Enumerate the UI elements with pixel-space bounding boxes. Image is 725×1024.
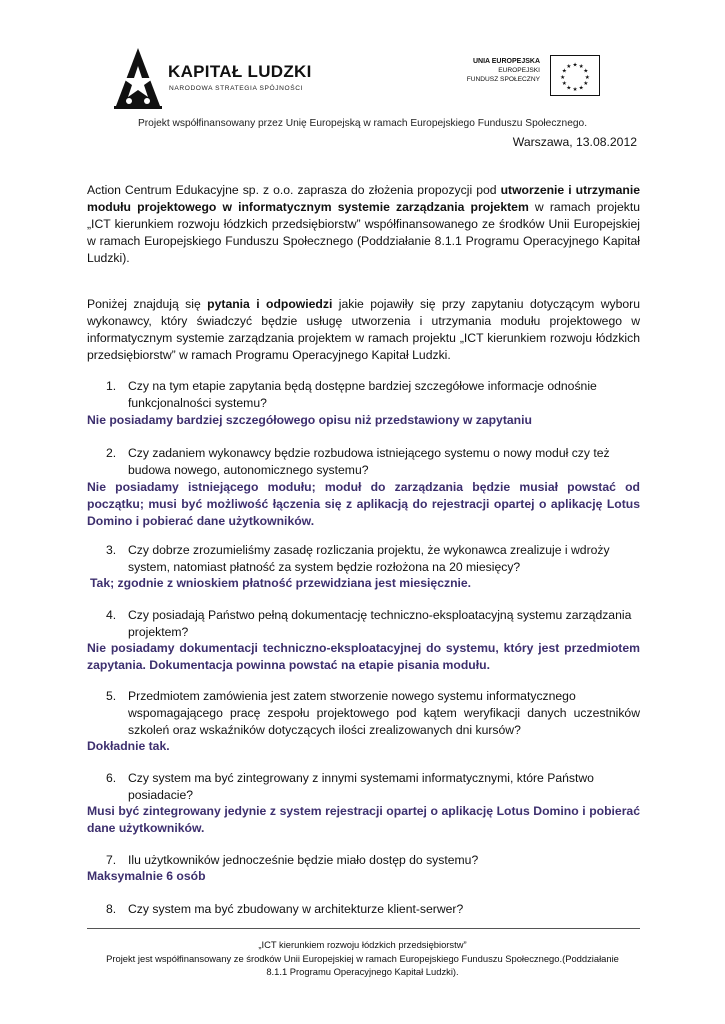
footer-divider	[87, 928, 640, 929]
eu-text	[467, 57, 540, 85]
question-5	[106, 688, 640, 739]
question-text-cont: wspomagającego pracę zespołu projektowego pod kątem weryfikacji danych uczestników szkoleń oraz wskaźników dotyczących ilości zrealizowanych dni kursów?	[128, 706, 640, 737]
svg-text:★: ★	[566, 64, 572, 71]
answer-6: Musi być zintegrowany jedynie z system rejestracji opartej o aplikację Lotus Domino i pobierać dane użytkowników.	[87, 804, 640, 835]
question-7	[106, 852, 640, 869]
intro-paragraph	[87, 182, 640, 267]
qa-intro-text-a: Poniżej znajdują się	[87, 297, 208, 311]
question-number: 7.	[106, 853, 117, 867]
intro-text-a: Action Centrum Edukacyjne sp. z o.o. zaprasza do złożenia propozycji pod	[87, 183, 501, 197]
question-text-cont: funkcjonalności systemu?	[128, 396, 267, 410]
qa-intro-paragraph	[87, 296, 640, 364]
question-text-cont: posiadacie?	[128, 788, 194, 802]
eu-line-1: UNIA EUROPEJSKA	[472, 58, 540, 65]
question-text: Czy zadaniem wykonawcy będzie rozbudowa istniejącego systemu o nowy moduł czy też	[128, 446, 610, 460]
question-text: Czy posiadają Państwo pełną dokumentację techniczno-eksploatacyjną systemu zarządzania	[128, 608, 632, 622]
logo-subtitle: NARODOWA STRATEGIA SPÓJNOŚCI	[169, 85, 304, 92]
question-text: Czy system ma być zintegrowany z innymi systemami informatycznymi, które Państwo	[128, 771, 594, 785]
footer-line-2: Projekt jest współfinansowany ze środków Unii Europejskiej w ramach Europejskiego Funduszu Społecznego.(Poddziałanie	[106, 952, 619, 964]
eu-line-3: FUNDUSZ SPOŁECZNY	[466, 76, 540, 84]
document-date: Warszawa, 13.08.2012	[512, 135, 637, 149]
question-number: 5.	[106, 689, 117, 703]
eu-line-2: EUROPEJSKI	[498, 67, 540, 75]
question-text-cont: system, natomiast płatność za system będzie rozłożona na 20 miesięcy?	[128, 560, 521, 574]
answer-1: Nie posiadamy bardziej szczegółowego opisu niż przedstawiony w zapytaniu	[87, 413, 532, 427]
question-number: 8.	[106, 902, 117, 916]
question-text: Czy dobrze zrozumieliśmy zasadę rozliczania projektu, że wykonawca zrealizuje i wdroży	[128, 543, 610, 557]
kapital-ludzki-logo	[108, 44, 318, 114]
answer-7: Maksymalnie 6 osób	[87, 869, 206, 883]
svg-text:★: ★	[561, 81, 567, 88]
question-1	[106, 378, 640, 412]
question-text: Ilu użytkowników jednocześnie będzie miało dostęp do systemu?	[128, 853, 479, 867]
svg-text:★: ★	[578, 85, 584, 92]
answer-2: Nie posiadamy istniejącego modułu; moduł do zarządzania będzie musiał powstać od początku; musi być możliwość łączenia się z aplikacją do rejestracji opartej o aplikację Lotus Domino i pobierać dane użytkowników.	[87, 480, 640, 528]
footer-line-3: 8.1.1 Programu Operacyjnego Kapitał Ludzki).	[266, 966, 459, 977]
qa-intro-text-c: jakie pojawiły się przy zapytaniu dotyczącym wyboru wykonawcy, który świadczyć będzie usługę utworzenia i utrzymania modułu projektowego w informatycznym systemie zarządzania projektem w ramach projektu „ICT kierunkiem rozwoju łódzkich przedsiębiorstw” w ramach Programu Operacyjnego Kapitał Ludzki.	[87, 297, 640, 362]
answer-4: Nie posiadamy dokumentacji techniczno-eksploatacyjnej do systemu, który jest przedmiotem zapytania. Dokumentacja powinna powstać na etapie pisania modułu.	[87, 641, 640, 672]
question-number: 6.	[106, 771, 117, 785]
logo-title: KAPITAŁ LUDZKI	[168, 62, 312, 81]
svg-text:★: ★	[583, 81, 589, 88]
question-2	[106, 445, 640, 479]
answer-3: Tak; zgodnie z wnioskiem płatność przewidziana jest miesięcznie.	[90, 576, 472, 590]
question-3	[106, 542, 640, 576]
question-number: 1.	[106, 379, 117, 393]
question-number: 4.	[106, 608, 117, 622]
eu-logo	[452, 55, 602, 100]
intro-text-c: w ramach projektu „ICT kierunkiem rozwoju łódzkich przedsiębiorstw” współfinansowanego ze środków Unii Europejskiej w ramach Europejskiego Funduszu Społecznego (Poddziałanie 8.1.1 Programu Operacyjnego Kapitał Ludzki).	[87, 200, 640, 265]
svg-text:★: ★	[578, 64, 584, 71]
svg-text:★: ★	[584, 74, 590, 81]
answer-5: Dokładnie tak.	[87, 739, 170, 753]
question-number: 2.	[106, 446, 117, 460]
question-text: Czy system ma być zbudowany w architekturze klient-serwer?	[128, 902, 464, 916]
qa-intro-text-bold: pytania i odpowiedzi	[207, 297, 333, 311]
svg-text:★: ★	[572, 87, 578, 94]
question-number: 3.	[106, 543, 117, 557]
question-4	[106, 607, 640, 641]
svg-text:★: ★	[566, 85, 572, 92]
footer-line-1: „ICT kierunkiem rozwoju łódzkich przedsiębiorstw”	[258, 939, 467, 950]
question-text-cont: budowa nowego, autonomicznego systemu?	[128, 463, 369, 477]
page-footer	[0, 938, 725, 979]
svg-text:★: ★	[572, 62, 578, 69]
question-8	[106, 901, 640, 918]
question-6	[106, 770, 640, 804]
svg-text:★: ★	[561, 68, 567, 75]
cofinancing-note: Projekt współfinansowany przez Unię Europejską w ramach Europejskiego Funduszu Społecznego.	[137, 118, 588, 129]
question-text: Czy na tym etapie zapytania będą dostępne bardziej szczegółowe informacje odnośnie	[128, 379, 597, 393]
eu-flag-icon	[550, 55, 600, 96]
question-text-cont: projektem?	[128, 625, 189, 639]
kapital-ludzki-star-icon	[108, 44, 168, 114]
intro-text-bold: utworzenie i utrzymanie modułu projektowego w informatycznym systemie zarządzania projektem	[87, 183, 641, 214]
svg-text:★: ★	[560, 74, 566, 81]
question-text: Przedmiotem zamówienia jest zatem stworzenie nowego systemu informatycznego	[128, 689, 576, 703]
svg-text:★: ★	[583, 68, 589, 75]
